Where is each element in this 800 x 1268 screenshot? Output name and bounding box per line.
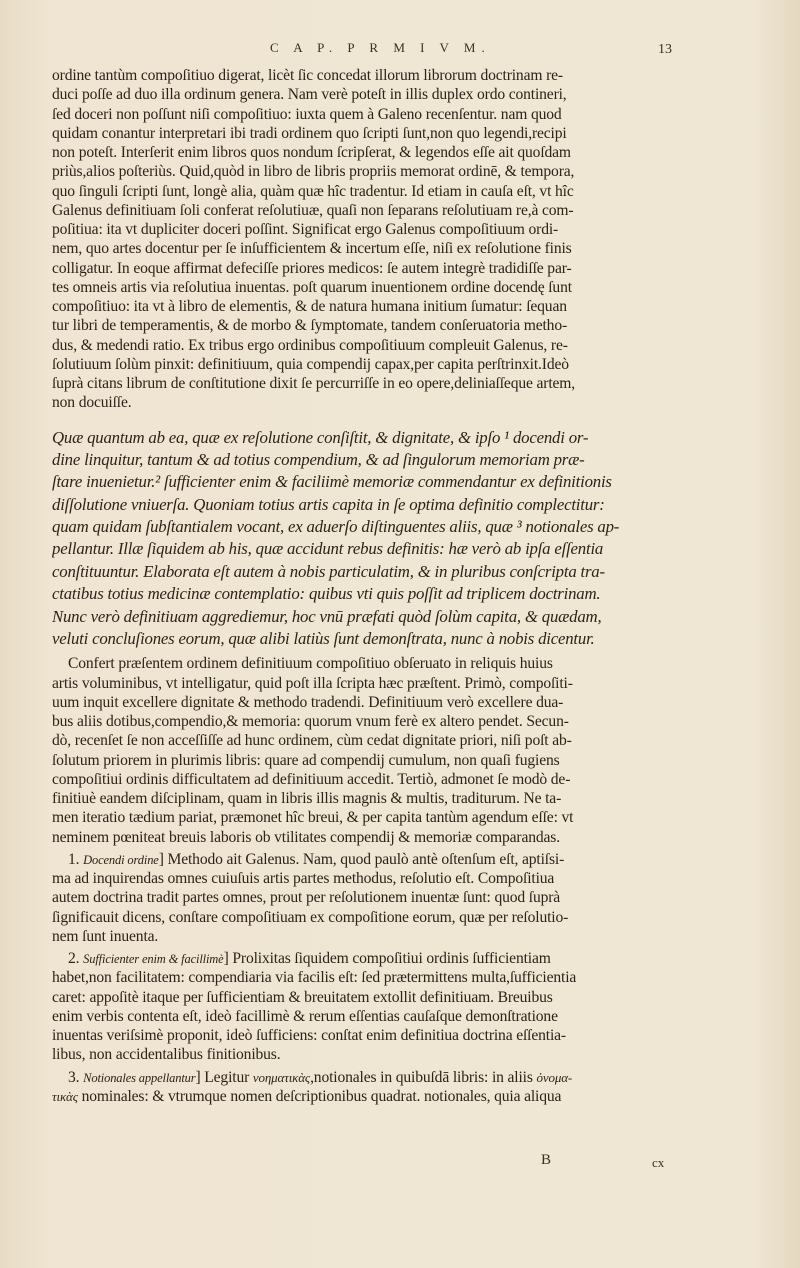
note-text: nominales: & vtrumque nomen deſcriptionibus quadrat. notionales, quia aliqua xyxy=(77,1087,562,1105)
text-line: enim verbis contenta eſt, ideò facillimè & rerum eſſentias cauſaſque demonſtratione xyxy=(52,1007,558,1025)
note-3 xyxy=(52,1068,680,1107)
galen-quotation xyxy=(52,427,680,651)
quotation-line: Nunc verò definitiuam aggrediemur, hoc vnū præfati quòd ſolùm capita, & quædam, xyxy=(52,606,602,626)
text-line: neminem pœniteat breuis laboris ob vtilitates compendij & memoriæ comparandas. xyxy=(52,828,560,846)
text-line: men iteratio tædium pariat, præmonet hîc breui, & per capita tantùm agendum eſſe: vt xyxy=(52,809,574,827)
text-line: bus aliis dotibus,compendio,& memoria: quorum vnum ferè ex altero pendet. Secun- xyxy=(52,713,569,731)
text-line: 1. Docendi ordine] Methodo ait Galenus. Nam, quod paulò antè oſtenſum eſt, aptiſsi- xyxy=(68,850,565,868)
text-line: uum inquit excellere dignitate & methodo tradendi. Definitiuum verò excellere dua- xyxy=(52,693,564,711)
note-2 xyxy=(52,949,680,1065)
main-text xyxy=(52,66,680,1106)
text-line: nem ſunt inuenta. xyxy=(52,927,159,945)
text-line: compoſitiui ordinis difficultatem ad definitiuum accedit. Tertiò, admonet ſe modò de- xyxy=(52,770,571,788)
text-line: Galenus definitiuam ſoli conferat reſolutiuæ, quaſi non ſeparans reſolutiuam re,à com- xyxy=(52,201,574,219)
text-line: poſitiua: ita vt dupliciter doceri poſſint. Significat ergo Galenus compoſitiuum ordi- xyxy=(52,221,559,238)
text-line: colligatur. In eoque affirmat defeciſſe priores medicos: ſe autem integrè tradidiſſe par- xyxy=(52,259,572,277)
text-line: Confert præſentem ordinem definitiuum compoſitiuo obſeruato in reliquis huius xyxy=(68,655,553,673)
text-line: dus, & medendi ratio. Ex tribus ergo ordinibus compoſitiuum compleuit Galenus, re- xyxy=(52,336,568,354)
text-line: nem, quo artes docentur per ſe inſufficientem & incertum eſſe, niſi ex reſolutione finis xyxy=(52,240,572,258)
text-line: 3. Notionales appellantur] Legitur νοηματικὰς,notionales in quibuſdā libris: in aliis ὀνομα- xyxy=(68,1068,573,1086)
quotation-line: quam quidam ſubſtantialem vocant, ex aduerſo diſtinguentes aliis, quæ ³ notionales ap- xyxy=(52,517,620,537)
text-line: compoſitiuo: ita vt à libro de elementis, & de natura humana initium ſumatur: ſequan xyxy=(52,298,567,315)
text-line: non docuiſſe. xyxy=(52,394,132,412)
quotation-line: Quæ quantum ab ea, quæ ex reſolutione conſiſtit, & dignitate, & ipſo ¹ docendi or- xyxy=(52,427,589,447)
text-line: tes omneis artis via reſolutiua inuentas. poſt quarum inuentionem ordine docendę ſunt xyxy=(52,278,572,296)
note-text: Legitur xyxy=(204,1068,253,1086)
note-text: Prolixitas ſiquidem compoſitiui ordinis ſufficientiam xyxy=(232,950,551,968)
text-line: quidam conantur interpretari ibi tradi ordinem quo ſcripti ſunt,non quo legendi,recipi xyxy=(52,124,567,142)
catchword: cx xyxy=(652,1155,665,1170)
quotation-line: ctatibus totius medicinæ contemplatio: quibus vti quis poſſit ad triplicem doctrinam. xyxy=(52,584,601,604)
note-lemma: Docendi ordine xyxy=(83,852,159,867)
note-lemma: Notionales appellantur xyxy=(83,1070,196,1085)
running-head: C A P. P R M I V M. xyxy=(270,40,491,55)
note-text: Methodo ait Galenus. Nam, quod paulò antè oſtenſum eſt, aptiſsi- xyxy=(167,850,565,868)
text-line: ordine tantùm compoſitiuo digerat, licèt ſic concedat illorum librorum doctrinam re- xyxy=(52,67,563,84)
text-line: ſolutiuum ſolùm pinxit: definitiuum, quia compendij capax,per capita perſtrinxit.Ideò xyxy=(52,355,569,373)
page-footer xyxy=(0,1152,800,1172)
greek-word: νοηματικὰς xyxy=(252,1069,311,1085)
quotation-line: diſſolutione vniuerſa. Quoniam totius artis capita in ſe optima definitio complectitur: xyxy=(52,494,605,514)
text-line: finitiuè eandem diſciplinam, quam in libris illis magnis & multis, traditurum. Ne ta- xyxy=(52,790,562,808)
text-line: ma ad inquirendas omnes cuiuſuis artis partes methodus, reſolutio eſt. Compoſitiua xyxy=(52,870,555,888)
quotation-line: dine linquitur, tantum & ad totius compendium, & ad ſingulorum memoriam præ- xyxy=(52,449,585,469)
note-1 xyxy=(52,850,680,946)
paragraph-commentary-2 xyxy=(52,654,680,847)
text-line: libus, non accidentalibus finitionibus. xyxy=(52,1046,281,1064)
note-text: ,notionales in quibuſdā libris: in aliis xyxy=(310,1068,537,1086)
text-line: 2. Sufficienter enim & facillimè] Prolixitas ſiquidem compoſitiui ordinis ſufficientiam xyxy=(68,950,551,968)
greek-word: τικὰς xyxy=(52,1088,78,1104)
quotation-line: conſtituuntur. Elaborata eſt autem à nobis particulatim, & in pluribus conſcripta tra- xyxy=(52,561,605,581)
text-line: ſuprà citans librum de conſtitutione dixit ſe percurriſſe in eo opere,deliniaſſeque artem, xyxy=(52,375,576,392)
text-line: dò, recenſet ſe non acceſſiſſe ad hunc ordinem, cùm cedat dignitate priori, niſi poſt ab- xyxy=(52,732,572,750)
text-line: artis voluminibus, vt intelligatur, quid poſt illa ſcripta hæc præſtent. Primò, compoſiti- xyxy=(52,674,573,692)
greek-word: ὀνομα- xyxy=(536,1069,573,1085)
text-line: ſed doceri non poſſunt niſi compoſitiuo: iuxta quem à Galeno recenſentur. nam quod xyxy=(52,105,562,123)
text-line xyxy=(52,1087,680,1106)
quotation-line: veluti concluſiones eorum, quæ alibi latiùs ſunt demonſtrata, nunc à nobis dicentur. xyxy=(52,629,595,649)
text-line: ſignificauit dicens, conſtare compoſitiuam ex compoſitione eorum, quæ per reſolutio- xyxy=(52,908,569,926)
paragraph-commentary-1 xyxy=(52,66,680,413)
page-number: 13 xyxy=(658,42,672,57)
text-line: duci poſſe ad duo illa ordinum genera. Nam verè poteſt in illis duplex ordo contineri, xyxy=(52,86,567,104)
signature-mark: B xyxy=(541,1152,552,1168)
text-line: priùs,alios poſteriùs. Quid,quòd in libro de libris propriis memorat ordinē, & tempora, xyxy=(52,163,575,181)
text-line: non poteſt. Interſerit enim libros quos nondum ſcripſerat, & legendos eſſe ait quoſdam xyxy=(52,144,571,161)
quotation-line: ſtare inuenietur.² ſufficienter enim & faciliimè memoriæ commendantur ex definitionis xyxy=(52,472,612,492)
text-line: autem doctrina tradit partes omnes, prout per reſolutionem inuentæ ſunt: quod ſuprà xyxy=(52,889,561,907)
text-line: inuentas veriſsimè proponit, ideò ſufficiens: conſtat enim definitiua doctrina eſſentia- xyxy=(52,1027,566,1045)
text-line: tur libri de temperamentis, & de morbo & ſymptomate, tandem conſeruatoria metho- xyxy=(52,317,568,335)
text-line: quo ſinguli ſcripti ſunt, longè alia, quàm quæ hîc tradentur. Id etiam in cauſa eſt, vt hîc xyxy=(52,182,574,200)
text-line: caret: appoſitè itaque per ſufficientiam & breuitatem extollit definitiuam. Breuibus xyxy=(52,988,553,1006)
quotation-line: pellantur. Illæ ſiquidem ab his, quæ accidunt rebus definitis: hæ verò ab ipſa eſſentia xyxy=(52,539,604,559)
text-line: ſolutum priorem in plurimis libris: quare ad compendij cumulum, non quaſi fugiens xyxy=(52,751,560,769)
note-lemma: Sufficienter enim & facillimè xyxy=(83,952,224,967)
text-line: habet,non facilitatem: compendiaria via facilis eſt: ſed prætermittens multa,ſufficientia xyxy=(52,969,577,987)
